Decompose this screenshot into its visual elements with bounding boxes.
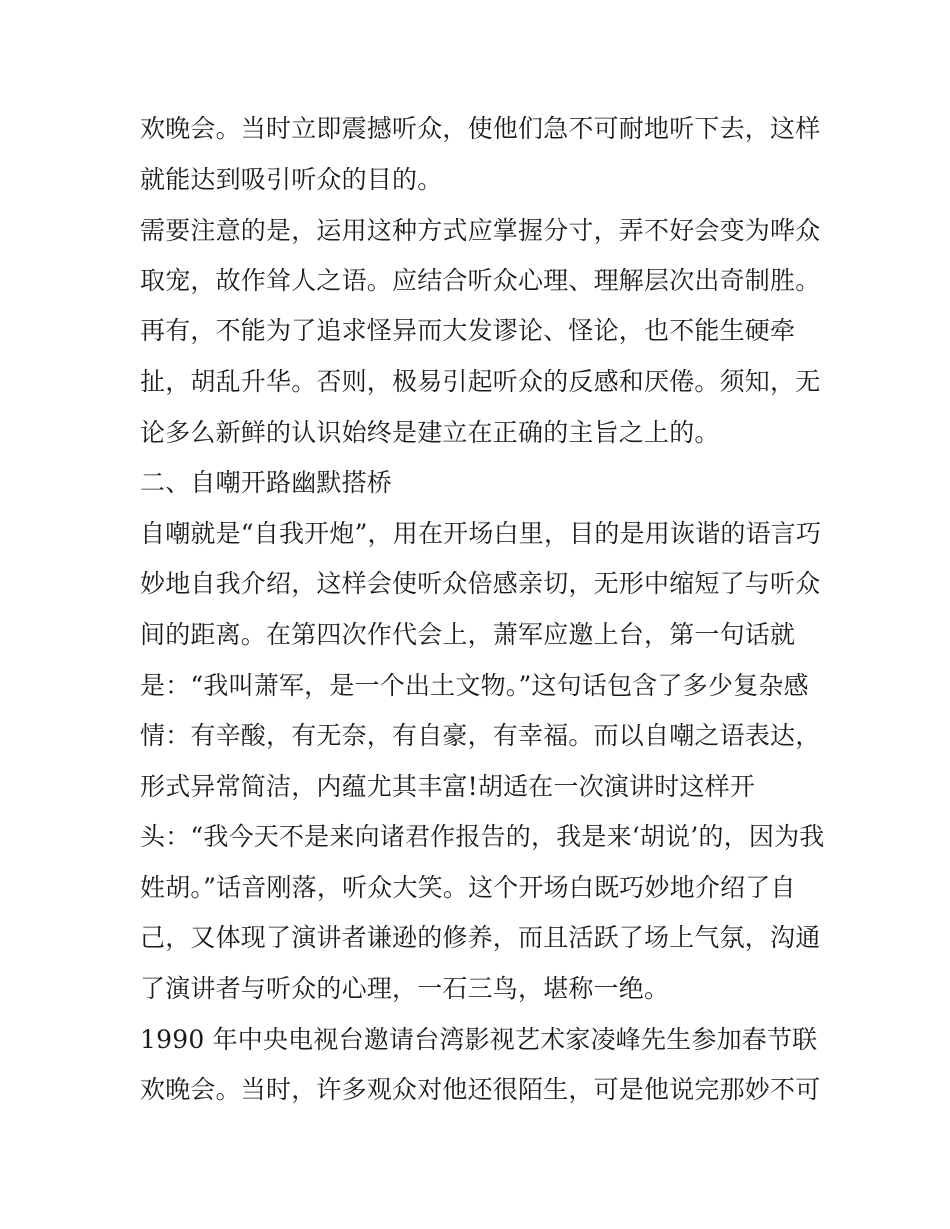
text-line: 己，又体现了演讲者谦逊的修养，而且活跃了场上气氛，沟通 xyxy=(140,923,821,952)
text-line: 论多么新鲜的认识始终是建立在正确的主旨之上的。 xyxy=(140,418,720,447)
text-line: 就能达到吸引听众的目的。 xyxy=(140,165,443,194)
text-line: 自嘲就是“自我开炮”，用在开场白里，目的是用诙谐的语言巧 xyxy=(140,519,822,548)
text-line: 妙地自我介绍，这样会使听众倍感亲切，无形中缩短了与听众 xyxy=(140,569,821,598)
text-line: 欢晚会。当时，许多观众对他还很陌生，可是他说完那妙不可 xyxy=(140,1075,821,1104)
text-line: 取宠，故作耸人之语。应结合听众心理、理解层次出奇制胜。 xyxy=(140,266,821,295)
text-line: 了演讲者与听众的心理，一石三鸟，堪称一绝。 xyxy=(140,974,670,1003)
text-line: 头：“我今天不是来向诸君作报告的，我是来‘胡说’的，因为我 xyxy=(140,822,825,851)
text-line: 是：“我叫萧军，是一个出土文物。”这句话包含了多少复杂感 xyxy=(140,671,809,700)
text-line: 再有，不能为了追求怪异而大发谬论、怪论，也不能生硬牵 xyxy=(140,316,796,345)
text-line: 情：有辛酸，有无奈，有自豪，有幸福。而以自嘲之语表达， xyxy=(140,721,821,750)
text-line: 需要注意的是，运用这种方式应掌握分寸，弄不好会变为哗众 xyxy=(140,216,821,245)
text-line: 欢晚会。当时立即震撼听众，使他们急不可耐地听下去，这样 xyxy=(140,114,821,143)
text-line: 1990 年中央电视台邀请台湾影视艺术家凌峰先生参加春节联 xyxy=(140,1025,818,1054)
text-line: 间的距离。在第四次作代会上，萧军应邀上台，第一句话就 xyxy=(140,620,796,649)
section-heading: 二、自嘲开路幽默搭桥 xyxy=(140,468,393,497)
text-line: 扯，胡乱升华。否则，极易引起听众的反感和厌倦。须知，无 xyxy=(140,367,821,396)
text-line: 形式异常简洁，内蕴尤其丰富!胡适在一次演讲时这样开 xyxy=(140,772,756,801)
text-line: 姓胡。”话音刚落，听众大笑。这个开场白既巧妙地介绍了自 xyxy=(140,873,796,902)
